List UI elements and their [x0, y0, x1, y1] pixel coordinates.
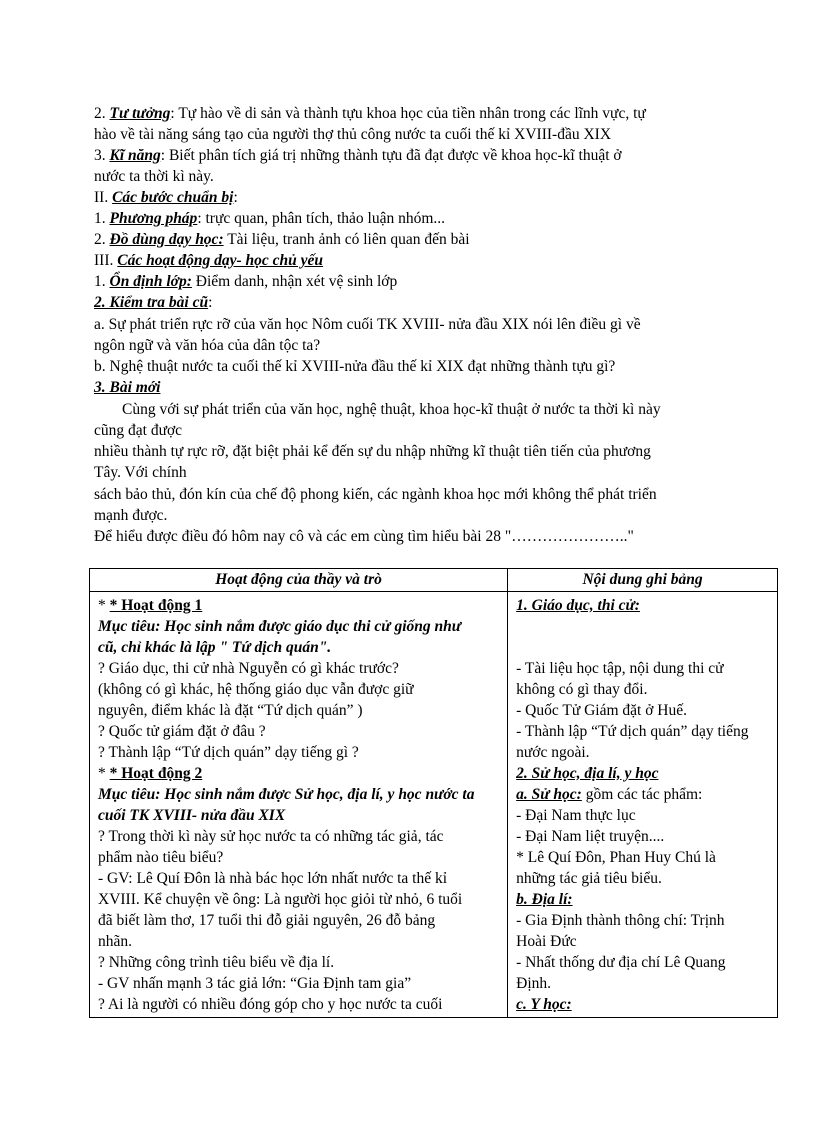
kiem-tra-bai-cu-label: 2. Kiểm tra bài cũ	[94, 294, 209, 311]
section-3-heading	[94, 251, 323, 271]
activity-1-question-3: ? Thành lập “Tứ dịch quán” dạy tiếng gì ?	[98, 744, 359, 761]
question-b: b. Nghệ thuật nước ta cuối thế kỉ XVIII-nửa đầu thế kỉ XIX đạt những thành tựu gì?	[94, 358, 616, 375]
section-3-label: Các hoạt động dạy- học chủ yếu	[117, 252, 324, 269]
activity-2-teacher-note-line-2: XVIII. Kể chuyện về ông: Là người học giỏi từ nhỏ, 6 tuổi	[98, 891, 463, 908]
board-history-authors-line-2: những tác giả tiêu biểu.	[516, 870, 662, 887]
tu-tuong-label: Tư tưởng	[109, 105, 171, 122]
intro-paragraph-line-4: Tây. Với chính	[94, 464, 187, 481]
activity-2-question-1-line-2: phẩm nào tiêu biểu?	[98, 849, 224, 866]
board-education-note-3: - Thành lập “Tứ dịch quán” dạy tiếng	[516, 723, 749, 740]
on-dinh-lop-number: 1.	[94, 273, 110, 290]
activity-2-teacher-note-2: - GV nhấn mạnh 3 tác giả lớn: “Gia Định tam gia”	[98, 975, 412, 992]
board-section-1-heading	[516, 595, 640, 616]
activities-cell	[90, 592, 508, 1018]
ki-nang-line	[94, 146, 622, 166]
board-geography-item-2: - Nhất thống dư địa chí Lê Quang	[516, 954, 726, 971]
board-geography-heading	[516, 889, 572, 910]
activity-2-question-2: ? Những công trình tiêu biểu về địa lí.	[98, 954, 335, 971]
board-geography-item-1-line-2: Hoài Đức	[516, 933, 577, 950]
board-history-text: gồm các tác phẩm:	[581, 786, 703, 803]
activities-content	[94, 592, 503, 1017]
section-2-colon: :	[233, 189, 238, 206]
tu-tuong-number: 2.	[94, 105, 110, 122]
activity-1-heading: * * Hoạt động 1	[98, 597, 203, 614]
tu-tuong-line-2: hào về tài năng sáng tạo của người thợ thủ công nước ta cuối thế kỉ XVIII-đầu XIX	[94, 126, 612, 143]
intro-paragraph-line-6: mạnh được.	[94, 507, 168, 524]
board-geography-label: b. Địa lí:	[516, 891, 573, 908]
intro-paragraph-line-3: nhiều thành tự rực rỡ, đặt biệt phải kể đến sự du nhập những kĩ thuật tiên tiến của phương	[94, 443, 651, 460]
board-content	[512, 592, 773, 1017]
question-a: a. Sự phát triển rực rỡ của văn học Nôm cuối TK XVIII- nửa đầu XIX nói lên điều gì về	[94, 316, 641, 333]
board-section-2-heading	[516, 763, 658, 784]
activity-2-question-3: ? Ai là người có nhiều đóng góp cho y học nước ta cuối	[98, 996, 443, 1013]
section-2-heading	[94, 188, 238, 208]
board-history-item-2: - Đại Nam liệt truyện....	[516, 828, 665, 845]
header-board-content: Nội dung ghi bảng	[508, 569, 778, 592]
activity-1-goal-line-2: cũ, chỉ khác là lập " Tứ dịch quán".	[98, 639, 332, 656]
activity-2-teacher-note: - GV: Lê Quí Đôn là nhà bác học lớn nhất nước ta thế kỉ	[98, 870, 448, 887]
activity-2-teacher-note-line-4: nhãn.	[98, 933, 133, 950]
activity-2-goal-line-2: cuối TK XVIII- nửa đầu XIX	[98, 807, 286, 824]
on-dinh-lop-text: Điểm danh, nhận xét vệ sinh lớp	[191, 273, 398, 290]
board-medicine-label: c. Y học:	[516, 996, 572, 1013]
board-history-authors: * Lê Quí Đôn, Phan Huy Chú là	[516, 849, 716, 866]
intro-paragraph-line-2: cũng đạt được	[94, 422, 183, 439]
on-dinh-lop-label: Ổn định lớp:	[109, 273, 192, 290]
phuong-phap-text: : trực quan, phân tích, thảo luận nhóm...	[197, 210, 446, 227]
activity-2-teacher-note-line-3: đã biết làm thơ, 17 tuổi thi đỗ giải nguyên, 26 đỗ bảng	[98, 912, 436, 929]
header-activities: Hoạt động của thầy và trò	[90, 569, 508, 592]
board-content-cell	[508, 592, 778, 1018]
board-section-1-label: 1. Giáo dục, thi cử:	[516, 597, 640, 614]
board-education-note-2: - Quốc Tử Giám đặt ở Huế.	[516, 702, 687, 719]
phuong-phap-label: Phương pháp	[109, 210, 198, 227]
ki-nang-number: 3.	[94, 147, 110, 164]
activity-1-label: * Hoạt động 1	[109, 597, 203, 614]
activity-2-question-1: ? Trong thời kì này sử học nước ta có những tác giả, tác	[98, 828, 444, 845]
do-dung-label: Đồ dùng dạy học:	[109, 231, 224, 248]
intro-paragraph-line-5: sách bảo thủ, đón kín của chế độ phong kiến, các ngành khoa học mới không thể phát triển	[94, 486, 657, 503]
activity-2-heading: * * Hoạt động 2	[98, 765, 203, 782]
kiem-tra-bai-cu-heading	[94, 293, 212, 313]
board-history-label: a. Sử học:	[516, 786, 582, 803]
board-geography-item-1: - Gia Định thành thông chí: Trịnh	[516, 912, 725, 929]
kiem-tra-bai-cu-colon: :	[208, 294, 213, 311]
board-section-2-label: 2. Sử học, địa lí, y học	[516, 765, 659, 782]
intro-paragraph-line-7: Để hiểu được điều đó hôm nay cô và các em cùng tìm hiểu bài 28 "………………….."	[94, 528, 634, 545]
board-history-item-1: - Đại Nam thực lục	[516, 807, 636, 824]
phuong-phap-number: 1.	[94, 210, 110, 227]
do-dung-line	[94, 230, 470, 250]
activity-1-question-2: ? Quốc tử giám đặt ở đâu ?	[98, 723, 266, 740]
board-medicine-heading	[516, 994, 572, 1015]
ki-nang-label: Kĩ năng	[109, 147, 161, 164]
lesson-table	[89, 568, 778, 1018]
phuong-phap-line	[94, 209, 445, 229]
lesson-table-header-row	[90, 569, 778, 592]
on-dinh-lop-line	[94, 272, 397, 292]
board-history-line	[516, 784, 702, 805]
bai-moi-label: 3. Bài mới	[94, 379, 161, 396]
activity-2-goal: Mục tiêu: Học sinh nắm được Sử học, địa lí, y học nước ta	[98, 786, 475, 803]
board-education-note-3-line-2: nước ngoài.	[516, 744, 590, 761]
tu-tuong-line	[94, 104, 646, 124]
activity-1-goal: Mục tiêu: Học sinh nắm được giáo dục thi cử giống như	[98, 618, 462, 635]
section-3-number: III.	[94, 252, 118, 269]
board-education-note-1: - Tài liệu học tập, nội dung thi cử	[516, 660, 724, 677]
activity-1-answer-1: (không có gì khác, hệ thống giáo dục vẫn được giữ	[98, 681, 414, 698]
activity-1-answer-1-line-2: nguyên, điểm khác là đặt “Tứ dịch quán” )	[98, 702, 363, 719]
board-geography-item-2-line-2: Định.	[516, 975, 552, 992]
board-education-note-1-line-2: không có gì thay đổi.	[516, 681, 648, 698]
section-2-number: II.	[94, 189, 113, 206]
intro-paragraph-line-1: Cùng với sự phát triển của văn học, nghệ thuật, khoa học-kĩ thuật ở nước ta thời kì này	[122, 401, 661, 418]
ki-nang-line-2: nước ta thời kì này.	[94, 168, 214, 185]
question-a-line-2: ngôn ngữ và văn hóa của dân tộc ta?	[94, 337, 321, 354]
activity-1-question-1: ? Giáo dục, thi cử nhà Nguyễn có gì khác trước?	[98, 660, 399, 677]
do-dung-number: 2.	[94, 231, 110, 248]
section-2-label: Các bước chuẩn bị	[112, 189, 234, 206]
tu-tuong-text: : Tự hào về di sản và thành tựu khoa học của tiền nhân trong các lĩnh vực, tự	[170, 105, 646, 122]
ki-nang-text: : Biết phân tích giá trị những thành tựu đã đạt được về khoa học-kĩ thuật ở	[160, 147, 622, 164]
activity-2-label: * Hoạt động 2	[109, 765, 203, 782]
bai-moi-heading	[94, 378, 160, 398]
lesson-table-body-row	[90, 592, 778, 1018]
do-dung-text: Tài liệu, tranh ảnh có liên quan đến bài	[223, 231, 470, 248]
